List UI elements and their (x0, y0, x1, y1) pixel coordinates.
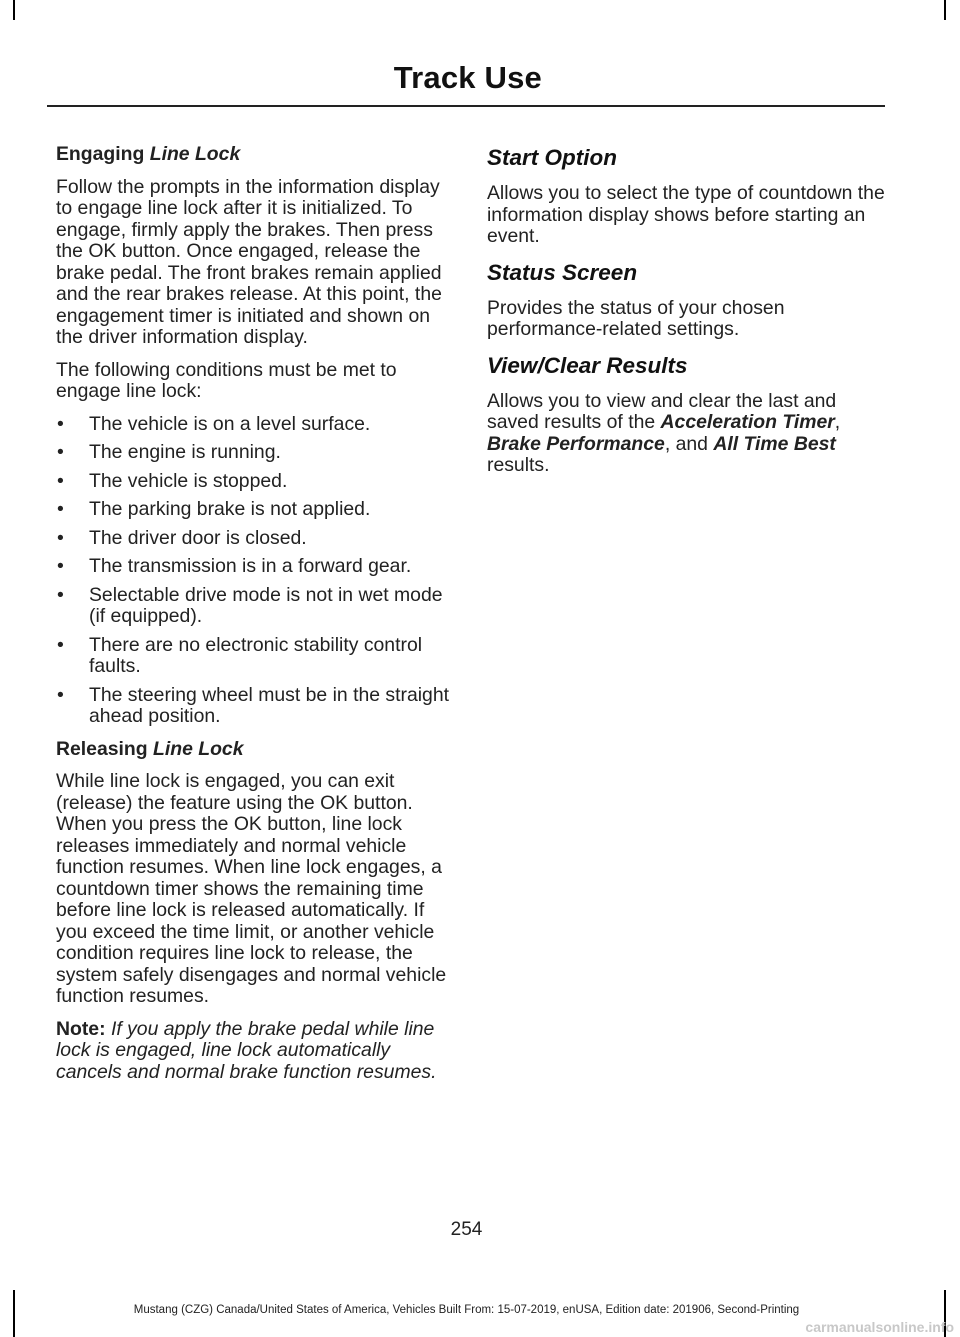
view-clear-text: Allows you to view and clear the last and saved results of the Acceleration Timer, Brake Performance, and All Time Best results. (487, 389, 841, 476)
bullet-icon: • (57, 412, 64, 435)
bullet-icon: • (57, 633, 64, 656)
bullet-icon: • (57, 583, 64, 606)
note (56, 1019, 451, 1084)
list-item: • The vehicle is on a level surface. (57, 412, 371, 435)
bullet-icon: • (57, 469, 64, 492)
all-time-best-term: All Time Best (713, 432, 836, 455)
right-column (487, 144, 887, 488)
footer-text: Mustang (CZG) Canada/United States of America, Vehicles Built From: 15-07-2019, enUSA, Edition date: 201906, Second-Printing (133, 1304, 800, 1316)
status-screen-heading: Status Screen (487, 259, 638, 285)
conditions-list (56, 414, 451, 728)
list-item: • The steering wheel must be in the straight ahead position. (57, 683, 449, 727)
bullet-icon: • (57, 526, 64, 549)
bullet-icon: • (57, 498, 64, 520)
bullet-icon: • (57, 683, 64, 706)
view-clear-heading: View/Clear Results (487, 352, 688, 378)
bullet-icon: • (57, 555, 64, 577)
header-divider (47, 105, 885, 107)
releasing-label: Releasing (56, 737, 148, 760)
releasing-subheading (56, 739, 451, 761)
list-item: • The driver door is closed. (57, 526, 307, 549)
engaging-subheading (56, 144, 451, 166)
list-item: • Selectable drive mode is not in wet mode (if equipped). (57, 583, 443, 627)
page-title: Track Use (393, 60, 542, 95)
left-column (56, 144, 451, 1094)
acceleration-timer-term: Acceleration Timer (660, 411, 835, 433)
start-option-heading: Start Option (487, 145, 617, 170)
list-item: • The parking brake is not applied. (57, 498, 371, 520)
releasing-term: Line Lock (153, 737, 244, 760)
list-item: • The engine is running. (57, 441, 281, 463)
watermark: carmanualsonline.info (805, 1319, 954, 1335)
list-item: • The transmission is in a forward gear. (57, 555, 412, 577)
status-screen-text: Provides the status of your chosen performance-related settings. (487, 296, 785, 340)
crop-mark-top-right (944, 0, 946, 20)
list-item: • The vehicle is stopped. (57, 469, 288, 492)
bullet-icon: • (57, 441, 64, 463)
page-number: 254 (450, 1219, 483, 1240)
note-text: If you apply the brake pedal while line lock is engaged, line lock automatically cancels and normal brake function resumes. (56, 1017, 437, 1083)
engaging-term: Line Lock (149, 143, 241, 165)
note-label: Note: (56, 1017, 106, 1040)
list-item: • There are no electronic stability control faults. (57, 633, 423, 677)
conditions-intro: The following conditions must be met to engage line lock: (56, 358, 397, 402)
crop-mark-top-left (13, 0, 15, 20)
releasing-paragraph: While line lock is engaged, you can exit (release) the feature using the OK button. When you press the OK button, line lock releases immediately and normal vehicle function resumes. When line lock engages, a countdown timer shows the remaining time before line lock is released automatically. If you exceed the time limit, or another vehicle condition requires line lock to release, the system safely disengages and normal vehicle function resumes. (56, 770, 447, 1007)
engaging-paragraph: Follow the prompts in the information display to engage line lock after it is initialized. To engage, firmly apply the brakes. Then press the OK button. Once engaged, release the brake pedal. The front brakes remain applied and the rear brakes release. At this point, the engagement timer is initiated and shown on the driver information display. (56, 175, 442, 348)
engaging-label: Engaging (56, 143, 145, 165)
brake-performance-term: Brake Performance (487, 432, 665, 455)
start-option-text: Allows you to select the type of countdown the information display shows before starting an event. (487, 182, 885, 247)
